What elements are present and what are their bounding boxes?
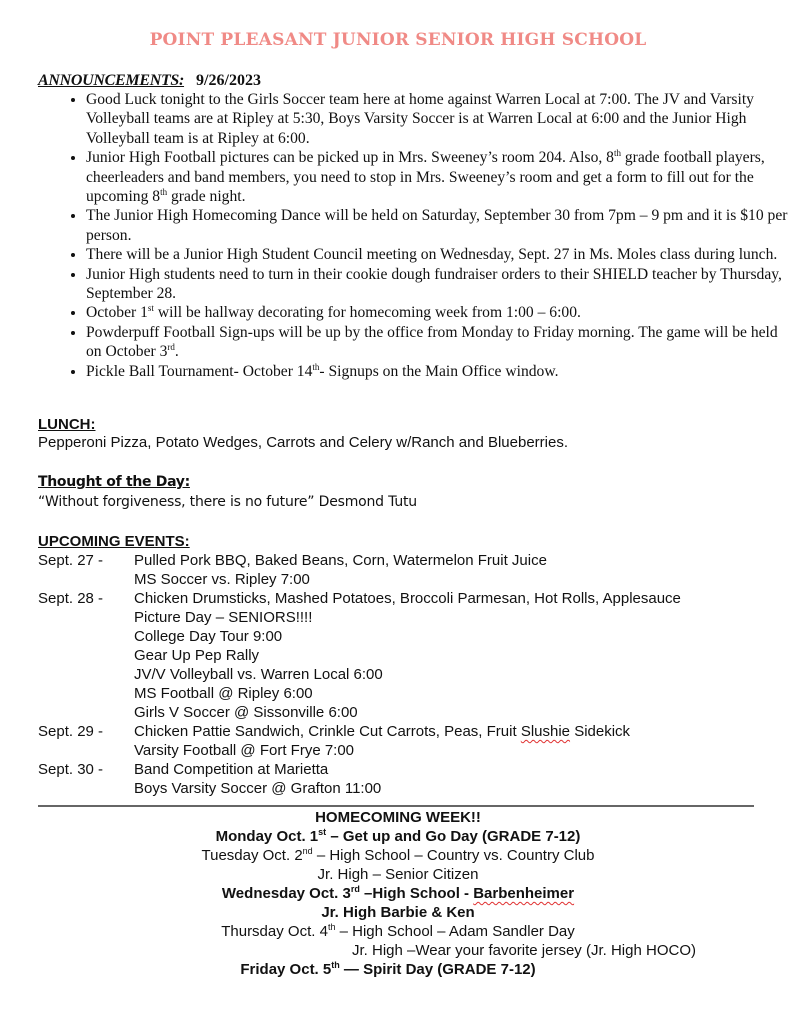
homecoming-tuesday [0, 846, 796, 865]
ordinal-suffix: th [613, 148, 621, 159]
day-text: – High School – Country vs. Country Club [312, 847, 595, 864]
homecoming-wednesday-jr: Jr. High Barbie & Ken [321, 904, 475, 921]
school-title: POINT PLEASANT JUNIOR SENIOR HIGH SCHOOL [149, 30, 647, 50]
day-text: –High School - [359, 885, 474, 902]
event-date: Sept. 29 - [38, 723, 104, 740]
announcements-heading [38, 72, 261, 90]
spellcheck-flagged-word: Barbenheimer [473, 885, 575, 902]
day-text: Tuesday Oct. 2 [201, 847, 303, 864]
homecoming-tuesday-jr: Jr. High – Senior Citizen [317, 866, 479, 883]
event-item: JV/V Volleyball vs. Warren Local 6:00 [134, 666, 383, 683]
ordinal-suffix: th [312, 361, 320, 372]
event-items [134, 589, 681, 722]
event-items [134, 551, 547, 589]
ordinal-suffix: nd [302, 846, 313, 856]
ordinal-suffix: st [318, 827, 327, 837]
horizontal-divider [38, 805, 754, 807]
thought-heading: Thought of the Day: [38, 474, 190, 490]
event-item: Gear Up Pep Rally [134, 647, 260, 664]
announcement-text: Junior High Football pictures can be picked up in Mrs. Sweeney’s room 204. Also, 8 [86, 149, 614, 167]
day-text: Monday Oct. 1 [215, 828, 319, 845]
event-day [38, 551, 681, 589]
announcement-item [86, 148, 796, 206]
ordinal-suffix: th [160, 187, 168, 198]
announcement-text: Powderpuff Football Sign-ups will be up by the office from Monday to Friday morning. The game will be held on October 3 [86, 323, 778, 361]
ordinal-suffix: st [147, 303, 154, 314]
ordinal-suffix: th [331, 960, 340, 970]
announcement-text: will be hallway decorating for homecoming week from 1:00 – 6:00. [153, 304, 581, 322]
announcement-text: There will be a Junior High Student Council meeting on Wednesday, Sept. 27 in Ms. Moles class during lunch. [86, 246, 778, 264]
event-item: Varsity Football @ Fort Frye 7:00 [134, 742, 355, 759]
homecoming-title: HOMECOMING WEEK!! [315, 809, 481, 826]
lunch-heading: LUNCH: [38, 416, 96, 433]
announcement-text: . [174, 343, 179, 361]
announcements-date: 9/26/2023 [196, 72, 261, 89]
announcement-item [86, 245, 796, 264]
homecoming-thursday [0, 922, 796, 941]
event-text: Chicken Pattie Sandwich, Crinkle Cut Carrots, Peas, Fruit [134, 723, 521, 740]
event-item: Boys Varsity Soccer @ Grafton 11:00 [134, 780, 382, 797]
event-item: Girls V Soccer @ Sissonville 6:00 [134, 704, 358, 721]
announcement-item [86, 323, 796, 362]
event-text: Sidekick [570, 723, 631, 740]
day-text: Thursday Oct. 4 [221, 923, 328, 940]
thought-quote: “Without forgiveness, there is no future” Desmond Tutu [38, 494, 417, 510]
event-item [134, 722, 630, 741]
lunch-menu: Pepperoni Pizza, Potato Wedges, Carrots and Celery w/Ranch and Blueberries. [38, 434, 569, 451]
event-date: Sept. 28 - [38, 590, 104, 607]
announcement-item [86, 206, 796, 245]
event-date: Sept. 27 - [38, 552, 104, 569]
homecoming-friday [0, 960, 786, 979]
announcement-item [86, 90, 796, 148]
upcoming-heading: UPCOMING EVENTS: [38, 533, 190, 550]
event-item: MS Soccer vs. Ripley 7:00 [134, 571, 310, 588]
ordinal-suffix: rd [350, 884, 360, 894]
announcement-item [86, 303, 796, 322]
event-item: Picture Day – SENIORS!!!! [134, 609, 313, 626]
announcement-item [86, 265, 796, 304]
announcement-text: - Signups on the Main Office window. [319, 362, 559, 380]
ordinal-suffix: rd [167, 342, 175, 353]
event-item: Pulled Pork BBQ, Baked Beans, Corn, Watermelon Fruit Juice [134, 552, 547, 569]
event-day [38, 760, 681, 798]
announcements-label: ANNOUNCEMENTS: [38, 72, 185, 89]
announcement-text: Good Luck tonight to the Girls Soccer team here at home against Warren Local at 7:00. The JV and Varsity Volleyball teams are at Ripley at 5:30, Boys Varsity Soccer is at Warren Local at 6:00 and the Junior High Volleyball team is at Ripley at 6:00. [86, 91, 754, 147]
event-day [38, 589, 681, 722]
announcement-text: Pickle Ball Tournament- October 14 [86, 362, 313, 380]
announcement-text: grade night. [167, 188, 246, 206]
day-text: Wednesday Oct. 3 [221, 885, 351, 902]
announcement-text: Junior High students need to turn in their cookie dough fundraiser orders to their SHIELD teacher by Thursday, September 28. [86, 265, 782, 303]
day-text: – High School – Adam Sandler Day [335, 923, 575, 940]
announcement-text: grade football players, cheerleaders and band members, you need to stop in Mrs. Sweeney’s room and get a form to fill out for the upcoming 8 [86, 149, 765, 206]
day-text: Friday Oct. 5 [240, 961, 332, 978]
announcements-list [58, 90, 796, 381]
upcoming-events [38, 551, 681, 798]
spellcheck-flagged-word: Slushie [520, 723, 571, 740]
announcement-text: October 1 [86, 304, 148, 322]
homecoming-thursday-jr: Jr. High –Wear your favorite jersey (Jr. High HOCO) [352, 942, 696, 959]
day-text: — Spirit Day (GRADE 7-12) [339, 961, 536, 978]
announcement-item [86, 362, 796, 381]
event-item: Chicken Drumsticks, Mashed Potatoes, Broccoli Parmesan, Hot Rolls, Applesauce [134, 590, 681, 607]
event-date: Sept. 30 - [38, 761, 104, 778]
event-day [38, 722, 681, 760]
event-item: College Day Tour 9:00 [134, 628, 283, 645]
announcement-text: The Junior High Homecoming Dance will be held on Saturday, September 30 from 7pm – 9 pm and it is $10 per person. [86, 207, 788, 244]
event-items [134, 722, 630, 760]
ordinal-suffix: th [327, 922, 336, 932]
homecoming-monday [0, 827, 796, 846]
event-items [134, 760, 381, 798]
homecoming-wednesday [0, 884, 796, 903]
day-text: – Get up and Go Day (GRADE 7-12) [326, 828, 581, 845]
event-item: Band Competition at Marietta [134, 761, 329, 778]
event-item: MS Football @ Ripley 6:00 [134, 685, 313, 702]
